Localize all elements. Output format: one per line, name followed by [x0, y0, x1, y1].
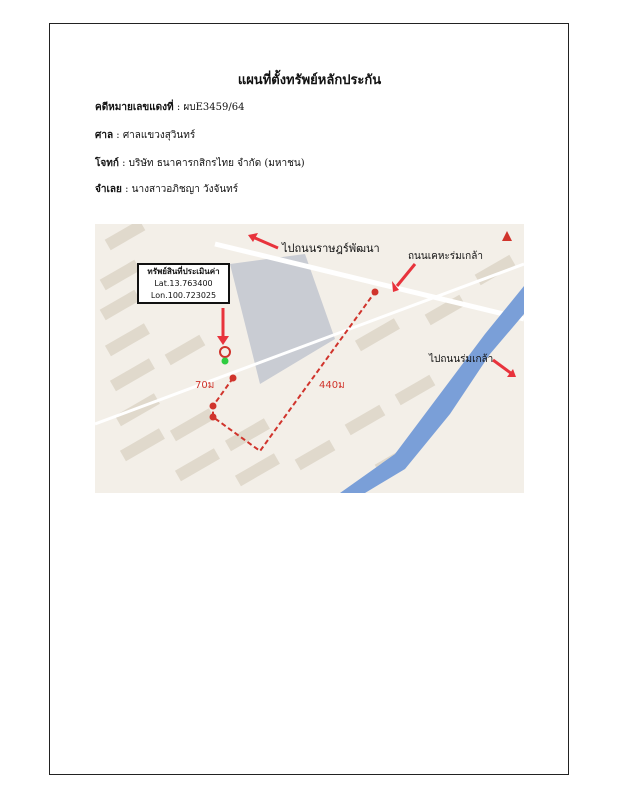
field-label: คดีหมายเลขแดงที่ [95, 102, 174, 113]
distance-label-short: 70ม [195, 380, 215, 391]
road-label-khehat: ถนนเคหะร่มเกล้า [408, 251, 483, 262]
field-court: ศาล : ศาลแขวงสุวินทร์ [95, 130, 196, 141]
field-case-number: คดีหมายเลขแดงที่ : ผบE3459/64 [95, 102, 245, 113]
compass-icon [502, 231, 512, 241]
field-value: ผบE3459/64 [183, 102, 245, 113]
field-defendant: จำเลย : นางสาวอภิชญา วังจันทร์ [95, 184, 239, 195]
field-value: บริษัท ธนาคารกสิกรไทย จำกัด (มหาชน) [128, 158, 305, 169]
field-value: นางสาวอภิชญา วังจันทร์ [131, 184, 239, 195]
document-title: แผนที่ตั้งทรัพย์หลักประกัน [237, 73, 382, 88]
asset-info-box [137, 263, 230, 304]
field-plaintiff: โจทก์ : บริษัท ธนาคารกสิกรไทย จำกัด (มหาชน) [95, 158, 305, 169]
location-map [95, 224, 524, 493]
field-label: ศาล [95, 130, 114, 141]
field-label: จำเลย [95, 184, 122, 195]
asset-longitude: Lon.100.723025 [150, 291, 217, 300]
field-value: ศาลแขวงสุวินทร์ [122, 130, 196, 141]
asset-latitude: Lat.13.763400 [154, 279, 213, 288]
road-label-rom-klao: ไปถนนร่มเกล้า [429, 354, 494, 365]
building-complex [230, 254, 335, 384]
asset-marker [222, 358, 229, 365]
pin-icon [220, 347, 230, 357]
asset-heading: ทรัพย์สินที่ประเมินค่า [147, 267, 220, 276]
field-label: โจทก์ [95, 158, 119, 169]
distance-label-long: 440ม [319, 380, 345, 391]
road-label-rat-phatthana: ไปถนนราษฎร์พัฒนา [282, 242, 380, 255]
